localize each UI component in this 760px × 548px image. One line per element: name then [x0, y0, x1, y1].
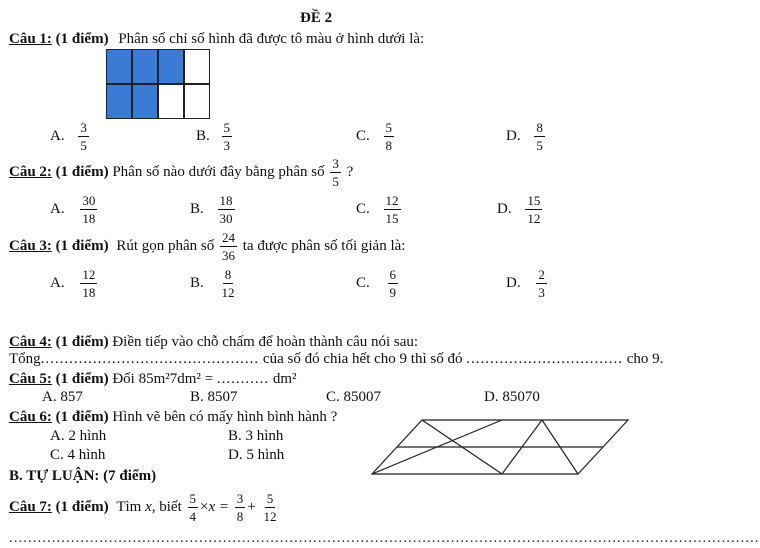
fraction: $\frac{18}{30}$: [219, 193, 233, 226]
fraction: $\frac{8}{5}$: [536, 120, 543, 153]
answer-dotted-line[interactable]: ..............................................................................................................................................................: [9, 530, 760, 546]
fraction: $\frac{12}{18}$: [82, 267, 96, 300]
fraction: $\frac{12}{15}$: [385, 193, 399, 226]
grid-cell-filled: [132, 84, 158, 119]
option-c[interactable]: [356, 268, 400, 299]
fraction: $\frac{5}{3}$: [223, 120, 231, 153]
option-c[interactable]: [356, 194, 403, 225]
option-d[interactable]: [506, 268, 549, 299]
question-points: (1 điểm): [55, 498, 109, 515]
fraction: $\frac{6}{9}$: [389, 267, 397, 300]
option-label: A.: [50, 127, 65, 144]
fill-text-c: cho 9.: [626, 351, 664, 367]
option-c[interactable]: [356, 121, 396, 152]
equals-x: x =: [208, 498, 229, 515]
question-tail: ta được phân số tối giản là:: [242, 237, 406, 254]
grid-cell-empty: [184, 49, 210, 84]
question-number: Câu 5:: [9, 371, 52, 387]
grid-cell-filled: [132, 49, 158, 84]
question-points: (1 điểm): [55, 371, 109, 387]
question-text: Rút gọn phân số: [116, 237, 215, 254]
option-label: B.: [190, 200, 204, 217]
unit-label: dm²: [272, 371, 297, 387]
option-b[interactable]: [196, 121, 234, 152]
question-text: Phân số chỉ số hình đã được tô màu ở hình dưới là:: [118, 31, 425, 47]
question-number: Câu 1:: [9, 31, 52, 47]
option-d[interactable]: D. 85070: [484, 389, 540, 405]
option-label: B.: [190, 274, 204, 291]
question-text: Phân số nào dưới đây bằng phân số: [112, 163, 325, 180]
option-label: D.: [506, 274, 521, 291]
fraction: $\frac{3}{5}$: [332, 156, 339, 189]
question-tail: ?: [346, 163, 354, 180]
option-label: C.: [356, 274, 370, 291]
question-6: [9, 409, 337, 426]
question-1: [9, 31, 424, 48]
fraction: $\frac{8}{12}$: [221, 267, 235, 300]
option-c[interactable]: C. 85007: [326, 389, 382, 405]
option-d[interactable]: [497, 194, 544, 225]
question-points: (1 điểm): [55, 31, 109, 47]
blank-2[interactable]: .................................: [466, 351, 623, 367]
grid-cell-filled: [106, 84, 132, 119]
option-label: A.: [50, 200, 65, 217]
variable-x: x: [145, 498, 152, 515]
option-label: C.: [356, 200, 370, 217]
fraction: $\frac{3}{8}$: [236, 491, 244, 524]
answer-blank[interactable]: ...........: [216, 371, 270, 387]
question-number: Câu 7:: [9, 498, 52, 515]
question-points: (1 điểm): [55, 163, 109, 180]
option-d[interactable]: D. 5 hình: [228, 447, 285, 463]
fill-text-a: Tổng: [9, 351, 41, 367]
option-b[interactable]: [190, 194, 237, 225]
option-b[interactable]: B. 8507: [190, 389, 238, 405]
parallelogram-figure: [372, 418, 630, 476]
fraction: $\frac{5}{4}$: [189, 491, 196, 524]
option-b[interactable]: [190, 268, 239, 299]
question-3: [9, 231, 405, 262]
question-number: Câu 2:: [9, 163, 52, 180]
question-text: Điền tiếp vào chỗ chấm để hoàn thành câu nói sau:: [112, 334, 419, 350]
question-text: Hình vẽ bên có mấy hình bình hành ?: [112, 409, 338, 425]
question-number: Câu 3:: [9, 237, 52, 254]
section-b-title: B. TỰ LUẬN: (7 điểm): [9, 468, 157, 484]
option-label: B.: [196, 127, 210, 144]
option-label: D.: [506, 127, 521, 144]
option-label: C.: [356, 127, 370, 144]
times-sign: ×: [200, 498, 209, 515]
option-label: A.: [50, 274, 65, 291]
plus-sign: +: [247, 498, 256, 515]
shaded-grid-figure: [106, 49, 210, 119]
question-4: [9, 334, 418, 351]
question-points: (1 điểm): [55, 409, 109, 425]
option-a[interactable]: A. 857: [42, 389, 83, 405]
fraction: $\frac{24}{36}$: [222, 230, 235, 263]
question-points: (1 điểm): [55, 334, 109, 350]
grid-cell-filled: [106, 49, 132, 84]
option-a[interactable]: [50, 268, 99, 299]
option-a[interactable]: [50, 121, 91, 152]
fill-in-line: [9, 351, 663, 368]
option-c[interactable]: C. 4 hình: [50, 447, 106, 463]
question-number: Câu 6:: [9, 409, 52, 425]
fraction: $\frac{30}{18}$: [82, 193, 96, 226]
fraction: $\frac{2}{3}$: [538, 267, 545, 300]
grid-cell-empty: [158, 84, 184, 119]
fraction: $\frac{15}{12}$: [527, 193, 541, 226]
question-number: Câu 4:: [9, 334, 52, 350]
option-b[interactable]: B. 3 hình: [228, 428, 284, 444]
question-text-2: , biết: [151, 498, 182, 515]
question-text: Tìm: [116, 498, 142, 515]
grid-cell-filled: [158, 49, 184, 84]
fraction: $\frac{5}{8}$: [385, 120, 393, 153]
option-d[interactable]: [506, 121, 547, 152]
fraction: $\frac{3}{5}$: [80, 120, 87, 153]
question-points: (1 điểm): [55, 237, 109, 254]
question-2: [9, 157, 353, 188]
fill-text-b: của số đó chia hết cho 9 thì số đó: [262, 351, 463, 367]
fraction: $\frac{5}{12}$: [263, 491, 277, 524]
grid-cell-empty: [184, 84, 210, 119]
option-a[interactable]: A. 2 hình: [50, 428, 107, 444]
question-5: [9, 371, 297, 388]
option-a[interactable]: [50, 194, 99, 225]
option-label: D.: [497, 200, 512, 217]
page-title: ĐỀ 2: [300, 10, 333, 26]
question-7: [9, 492, 280, 523]
blank-1[interactable]: ..............................................: [40, 351, 260, 367]
question-text: Đổi 85m²7dm² =: [112, 371, 214, 387]
